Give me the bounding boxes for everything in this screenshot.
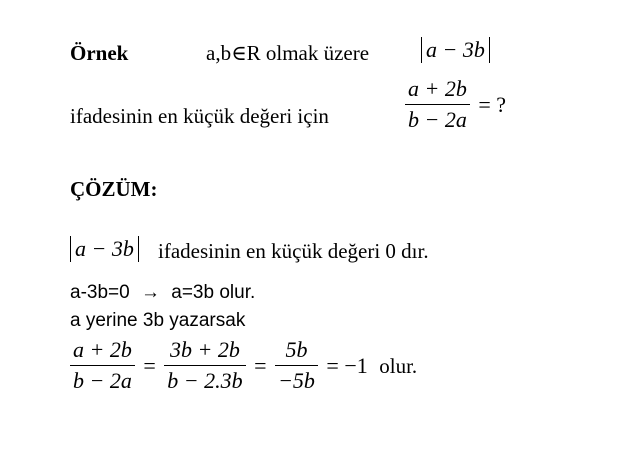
fraction-denominator: b − 2.3b — [164, 365, 245, 393]
fraction-denominator: b − 2a — [405, 104, 470, 132]
question-fraction-group — [405, 77, 509, 132]
result-suffix: olur. — [379, 353, 418, 378]
fraction-denominator: b − 2a — [70, 365, 135, 393]
equation-left: a-3b=0 — [70, 282, 130, 303]
result-value: = −1 — [326, 352, 368, 378]
question-suffix: = ? — [478, 91, 507, 117]
fraction-numerator: 3b + 2b — [170, 337, 240, 362]
example-abs-expression — [421, 37, 490, 63]
question-fraction — [405, 77, 470, 132]
solution-abs-expression — [70, 236, 139, 262]
example-label: Örnek — [70, 41, 129, 65]
fraction-numerator: a + 2b — [408, 76, 467, 101]
solution-line2 — [70, 282, 255, 304]
fraction-substituted — [164, 338, 245, 393]
solution-line1-text: ifadesinin en küçük değeri 0 dır. — [158, 239, 429, 263]
equation-right: a=3b olur. — [171, 282, 256, 303]
solution-fraction-chain — [70, 338, 420, 393]
equals-sign: = — [254, 352, 267, 378]
abs-value-a-minus-3b: a − 3b — [70, 236, 139, 262]
example-given-text: a,b∈R olmak üzere — [206, 41, 370, 65]
equals-sign: = — [143, 352, 156, 378]
solution-line3: a yerine 3b yazarsak — [70, 310, 246, 331]
arrow-right-icon: → — [140, 282, 160, 303]
abs-value-a-minus-3b: a − 3b — [421, 37, 490, 63]
fraction-numerator: 5b — [285, 337, 308, 362]
fraction-denominator: −5b — [275, 365, 318, 393]
fraction-numerator: a + 2b — [73, 337, 132, 362]
fraction-simplified — [275, 338, 318, 393]
fraction-original — [70, 338, 135, 393]
question-text: ifadesinin en küçük değeri için — [70, 104, 329, 128]
solution-heading: ÇÖZÜM: — [70, 177, 158, 201]
